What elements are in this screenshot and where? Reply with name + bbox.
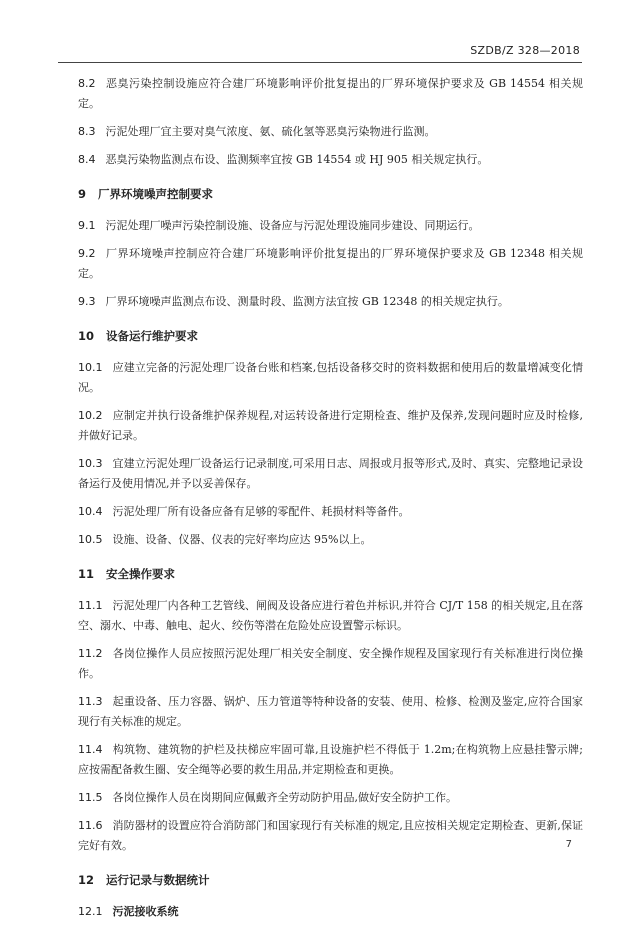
clause-number: 9.2 — [78, 247, 96, 260]
clause-number: 12 — [78, 873, 95, 887]
section-heading — [78, 326, 583, 346]
clause-number: 9 — [78, 187, 87, 201]
clause-number: 8.3 — [78, 125, 96, 138]
clause-paragraph — [78, 150, 583, 170]
clause-text: 恶臭污染物监测点布设、监测频率宜按 GB 14554 或 HJ 905 相关规定执行。 — [105, 153, 489, 166]
clause-paragraph — [78, 358, 583, 398]
clause-paragraph — [78, 292, 583, 312]
clause-text: 消防器材的设置应符合消防部门和国家现行有关标准的规定,且应按相关规定定期检查、更新,保证完好有效。 — [78, 819, 583, 852]
clause-paragraph — [78, 596, 583, 636]
clause-text: 设施、设备、仪器、仪表的完好率均应达 95%以上。 — [112, 533, 372, 546]
clause-text: 应建立完备的污泥处理厂设备台账和档案,包括设备移交时的资料数据和使用后的数量增减变化情况。 — [78, 361, 583, 394]
clause-paragraph — [78, 406, 583, 446]
clause-text: 各岗位操作人员应按照污泥处理厂相关安全制度、安全操作规程及国家现行有关标准进行岗位操作。 — [78, 647, 583, 680]
document-body — [78, 74, 583, 930]
clause-number: 10.1 — [78, 361, 103, 374]
clause-paragraph — [78, 644, 583, 684]
clause-text: 起重设备、压力容器、锅炉、压力管道等特种设备的安装、使用、检修、检测及鉴定,应符合国家现行有关标准的规定。 — [78, 695, 583, 728]
clause-text: 厂界环境噪声控制要求 — [98, 187, 214, 201]
clause-paragraph — [78, 244, 583, 284]
clause-paragraph — [78, 122, 583, 142]
clause-paragraph — [78, 530, 583, 550]
clause-paragraph — [78, 692, 583, 732]
clause-paragraph — [78, 740, 583, 780]
clause-number: 10.4 — [78, 505, 103, 518]
clause-paragraph — [78, 74, 583, 114]
clause-text: 设备运行维护要求 — [106, 329, 199, 343]
clause-paragraph — [78, 816, 583, 856]
clause-text: 运行记录与数据统计 — [106, 873, 210, 887]
clause-paragraph — [78, 502, 583, 522]
clause-number: 11 — [78, 567, 95, 581]
clause-number: 10.5 — [78, 533, 103, 546]
clause-paragraph — [78, 216, 583, 236]
clause-number: 10.3 — [78, 457, 103, 470]
clause-number: 10 — [78, 329, 95, 343]
clause-number: 11.4 — [78, 743, 103, 756]
clause-text: 各岗位操作人员在岗期间应佩戴齐全劳动防护用品,做好安全防护工作。 — [112, 791, 457, 804]
section-heading — [78, 184, 583, 204]
document-code-header: SZDB/Z 328—2018 — [470, 44, 580, 57]
page-number: 7 — [565, 839, 572, 850]
clause-text: 恶臭污染控制设施应符合建厂环境影响评价批复提出的厂界环境保护要求及 GB 14554 相关规定。 — [78, 77, 583, 110]
clause-text: 厂界环境噪声监测点布设、测量时段、监测方法宜按 GB 12348 的相关规定执行。 — [105, 295, 509, 308]
clause-text: 构筑物、建筑物的护栏及扶梯应牢固可靠,且设施护栏不得低于 1.2m;在构筑物上应悬挂警示牌;应按需配备救生圈、安全绳等必要的救生用品,并定期检查和更换。 — [78, 743, 583, 776]
header-divider — [58, 62, 582, 63]
clause-number: 11.2 — [78, 647, 103, 660]
clause-number: 11.3 — [78, 695, 103, 708]
clause-text: 宜建立污泥处理厂设备运行记录制度,可采用日志、周报或月报等形式,及时、真实、完整地记录设备运行及使用情况,并予以妥善保存。 — [78, 457, 583, 490]
clause-number: 12.1 — [78, 905, 103, 918]
subsection-heading — [78, 902, 583, 922]
clause-number: 11.6 — [78, 819, 103, 832]
clause-paragraph — [78, 454, 583, 494]
clause-number: 9.1 — [78, 219, 96, 232]
section-heading — [78, 564, 583, 584]
clause-number: 11.1 — [78, 599, 103, 612]
clause-text: 污泥处理厂噪声污染控制设施、设备应与污泥处理设施同步建设、同期运行。 — [105, 219, 480, 232]
clause-number: 9.3 — [78, 295, 96, 308]
clause-text: 厂界环境噪声控制应符合建厂环境影响评价批复提出的厂界环境保护要求及 GB 12348 相关规定。 — [78, 247, 583, 280]
clause-text: 污泥处理厂宜主要对臭气浓度、氨、硫化氢等恶臭污染物进行监测。 — [105, 125, 436, 138]
clause-number: 8.2 — [78, 77, 96, 90]
clause-number: 11.5 — [78, 791, 103, 804]
clause-text: 污泥处理厂所有设备应备有足够的零配件、耗损材料等备件。 — [112, 505, 410, 518]
clause-number: 10.2 — [78, 409, 103, 422]
clause-number: 8.4 — [78, 153, 96, 166]
clause-text: 污泥处理厂内各种工艺管线、闸阀及设备应进行着色并标识,并符合 CJ/T 158 的相关规定,且在落空、溺水、中毒、触电、起火、绞伤等潜在危险处应设置警示标识。 — [78, 599, 583, 632]
clause-text: 安全操作要求 — [106, 567, 176, 581]
clause-text: 应制定并执行设备维护保养规程,对运转设备进行定期检查、维护及保养,发现问题时应及时检修,并做好记录。 — [78, 409, 583, 442]
clause-text: 污泥接收系统 — [112, 905, 179, 918]
section-heading — [78, 870, 583, 890]
clause-paragraph — [78, 788, 583, 808]
